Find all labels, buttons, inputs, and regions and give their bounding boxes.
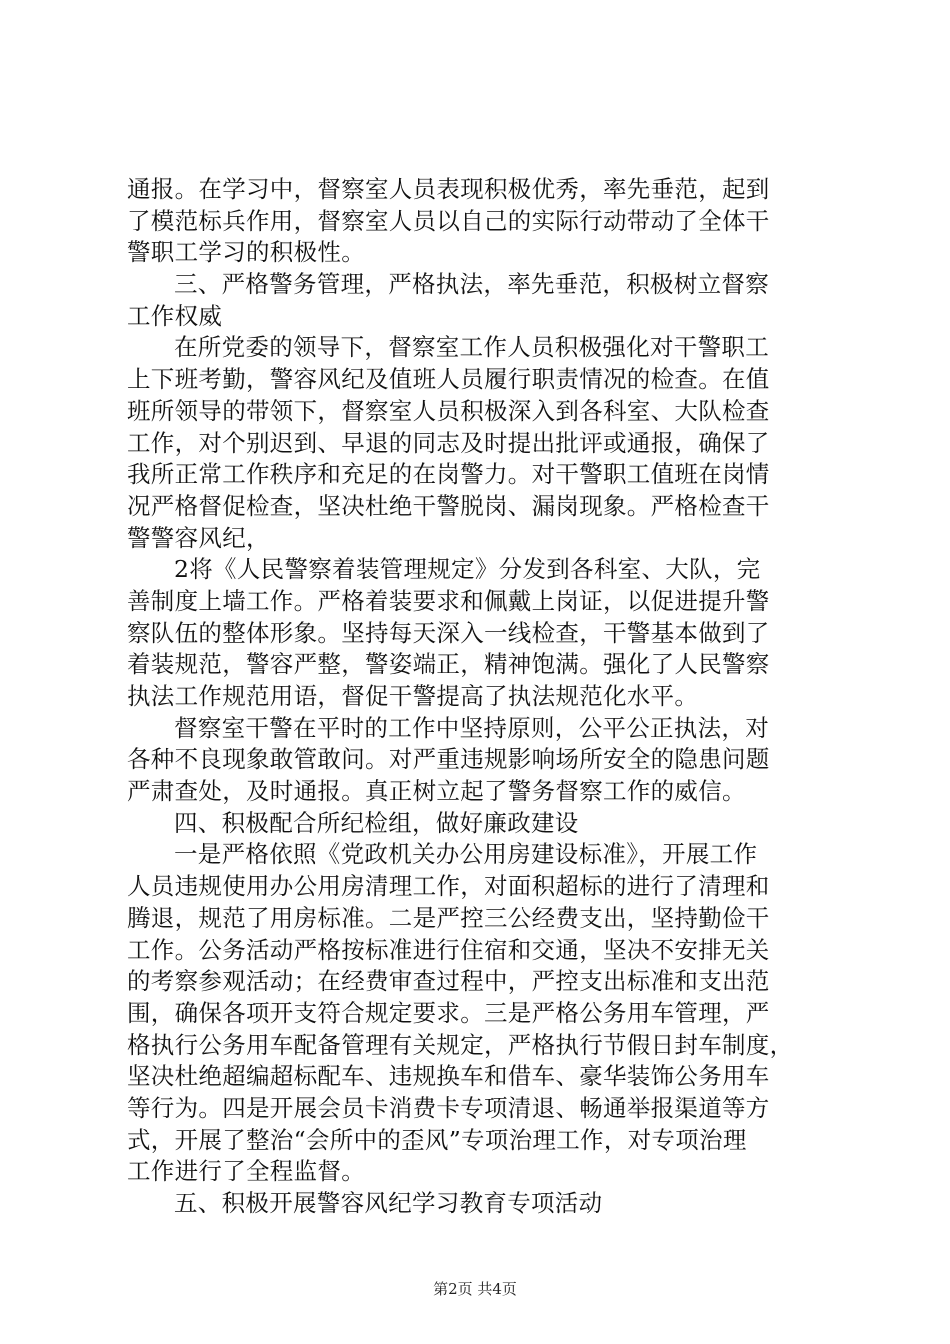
- text-line: 工作权威: [127, 301, 223, 330]
- text-line: 督察室干警在平时的工作中坚持原则，公平公正执法，对: [174, 713, 769, 742]
- text-line: 察队伍的整体形象。坚持每天深入一线检查，干警基本做到了: [127, 618, 770, 647]
- text-line: 警警容风纪，: [127, 523, 270, 552]
- text-line: 我所正常工作秩序和充足的在岗警力。对干警职工值班在岗情: [127, 460, 770, 489]
- text-line: 2将《人民警察着装管理规定》分发到各科室、大队，完: [174, 555, 761, 584]
- text-line: 警职工学习的积极性。: [127, 238, 365, 267]
- text-line: 善制度上墙工作。严格着装要求和佩戴上岗证，以促进提升警: [127, 586, 770, 615]
- text-line: 着装规范，警容严整，警姿端正，精神饱满。强化了人民警察: [127, 650, 770, 679]
- section-heading-4: 四、积极配合所纪检组，做好廉政建设: [174, 808, 579, 837]
- text-line: 上下班考勤，警容风纪及值班人员履行职责情况的检查。在值: [127, 365, 770, 394]
- page-number-footer: 第2页 共4页: [433, 1280, 517, 1298]
- text-line: 腾退，规范了用房标准。二是严控三公经费支出，坚持勤俭干: [127, 903, 770, 932]
- text-line: 工作进行了全程监督。: [127, 1157, 365, 1186]
- text-line: 一是严格依照《党政机关办公用房建设标准》，开展工作: [174, 840, 758, 869]
- text-line: 坚决杜绝超编超标配车、违规换车和借车、豪华装饰公务用车: [127, 1062, 770, 1091]
- text-line: 格执行公务用车配备管理有关规定，严格执行节假日封车制度，: [127, 1030, 794, 1059]
- text-line: 等行为。四是开展会员卡消费卡专项清退、畅通举报渠道等方: [127, 1093, 770, 1122]
- text-line: 人员违规使用办公用房清理工作，对面积超标的进行了清理和: [127, 872, 770, 901]
- text-line: 各种不良现象敢管敢问。对严重违规影响场所安全的隐患问题: [127, 745, 770, 774]
- text-line: 通报。在学习中，督察室人员表现积极优秀，率先垂范，起到: [127, 175, 770, 203]
- section-heading-5: 五、积极开展警容风纪学习教育专项活动: [174, 1189, 603, 1217]
- text-line: 严肃查处，及时通报。真正树立起了警务督察工作的威信。: [127, 777, 746, 806]
- text-line: 式，开展了整治“会所中的歪风”专项治理工作，对专项治理: [127, 1125, 747, 1154]
- text-line: 况严格督促检查，坚决杜绝干警脱岗、漏岗现象。严格检查干: [127, 491, 770, 520]
- text-line: 工作，对个别迟到、早退的同志及时提出批评或通报，确保了: [127, 428, 770, 457]
- document-body: [127, 174, 845, 1220]
- text-line: 了模范标兵作用，督察室人员以自己的实际行动带动了全体干: [127, 206, 770, 235]
- text-line: 在所党委的领导下，督察室工作人员积极强化对干警职工: [174, 333, 769, 362]
- text-line: 工作。公务活动严格按标准进行住宿和交通，坚决不安排无关: [127, 935, 770, 964]
- text-line: 围，确保各项开支符合规定要求。三是严格公务用车管理，严: [127, 998, 770, 1027]
- text-line: 执法工作规范用语，督促干警提高了执法规范化水平。: [127, 682, 699, 710]
- text-line: 的考察参观活动；在经费审查过程中，严控支出标准和支出范: [127, 967, 770, 996]
- section-heading-3: 三、严格警务管理，严格执法，率先垂范，积极树立督察: [174, 270, 769, 299]
- text-line: 班所领导的带领下，督察室人员积极深入到各科室、大队检查: [127, 396, 770, 425]
